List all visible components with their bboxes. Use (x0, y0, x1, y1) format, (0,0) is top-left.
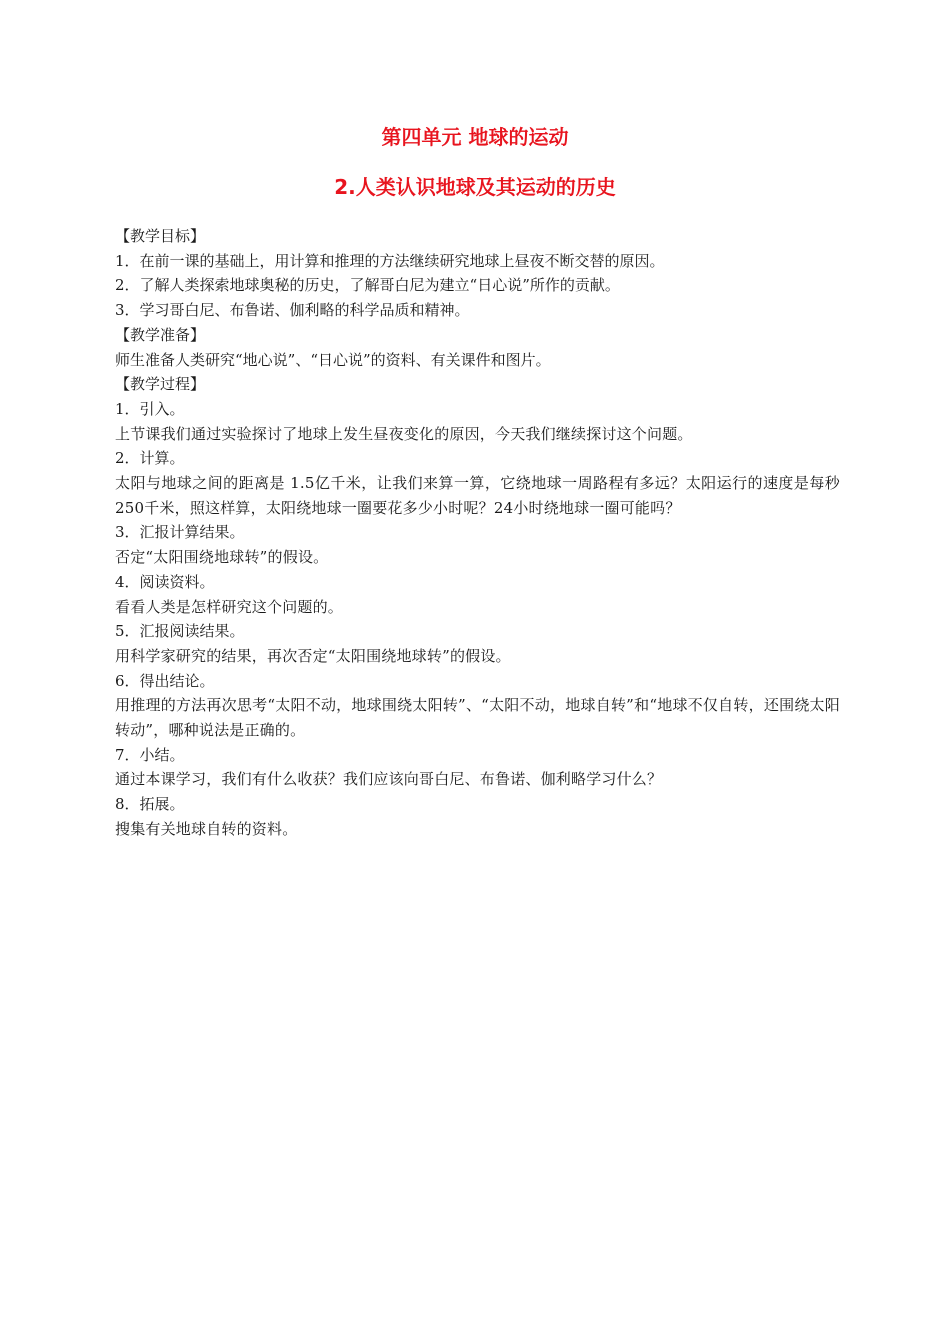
step-text: 用科学家研究的结果，再次否定“太阳围绕地球转”的假设。 (115, 646, 511, 665)
step-text: 否定“太阳围绕地球转”的假设。 (115, 548, 329, 567)
step-title: 4．阅读资料。 (115, 572, 215, 591)
step-title: 3．汇报计算结果。 (115, 523, 245, 542)
lesson-title: 2.人类认识地球及其运动的历史 (334, 175, 616, 199)
step-text: 太阳与地球之间的距离是 1.5亿千米，让我们来算一算，它绕地球一周路程有多远？太阳运行的速度是每秒250千米，照这样算，太阳绕地球一圈要花多少小时呢？24小时绕地球一圈可能吗？ (115, 474, 840, 517)
step-text: 看看人类是怎样研究这个问题的。 (115, 597, 344, 616)
step-text: 搜集有关地球自转的资料。 (115, 819, 298, 838)
goal-item: 3．学习哥白尼、布鲁诺、伽利略的科学品质和精神。 (115, 301, 470, 320)
step-title: 5．汇报阅读结果。 (115, 622, 245, 641)
step-title: 6．得出结论。 (115, 671, 215, 690)
step-text: 用推理的方法再次思考“太阳不动，地球围绕太阳转”、“太阳不动，地球自转”和“地球不仅自转，还围绕太阳转动”，哪种说法是正确的。 (115, 696, 840, 740)
step-title: 7．小结。 (115, 745, 185, 764)
preparation-text: 师生准备人类研究“地心说”、“日心说”的资料、有关课件和图片。 (115, 350, 551, 369)
goal-item: 2．了解人类探索地球奥秘的历史，了解哥白尼为建立“日心说”所作的贡献。 (115, 276, 620, 295)
step-title: 8．拓展。 (115, 795, 185, 814)
process-heading: 【教学过程】 (115, 375, 206, 394)
goal-item: 1．在前一课的基础上，用计算和推理的方法继续研究地球上昼夜不断交替的原因。 (115, 251, 665, 270)
step-title: 2．计算。 (115, 449, 185, 468)
unit-title: 第四单元 地球的运动 (381, 125, 569, 149)
step-text: 上节课我们通过实验探讨了地球上发生昼夜变化的原因，今天我们继续探讨这个问题。 (115, 424, 693, 443)
step-title: 1．引入。 (115, 399, 185, 418)
preparation-heading: 【教学准备】 (115, 325, 206, 344)
goals-heading: 【教学目标】 (115, 227, 206, 245)
step-text: 通过本课学习，我们有什么收获？我们应该向哥白尼、布鲁诺、伽利略学习什么？ (115, 770, 663, 789)
document-body (115, 224, 840, 842)
